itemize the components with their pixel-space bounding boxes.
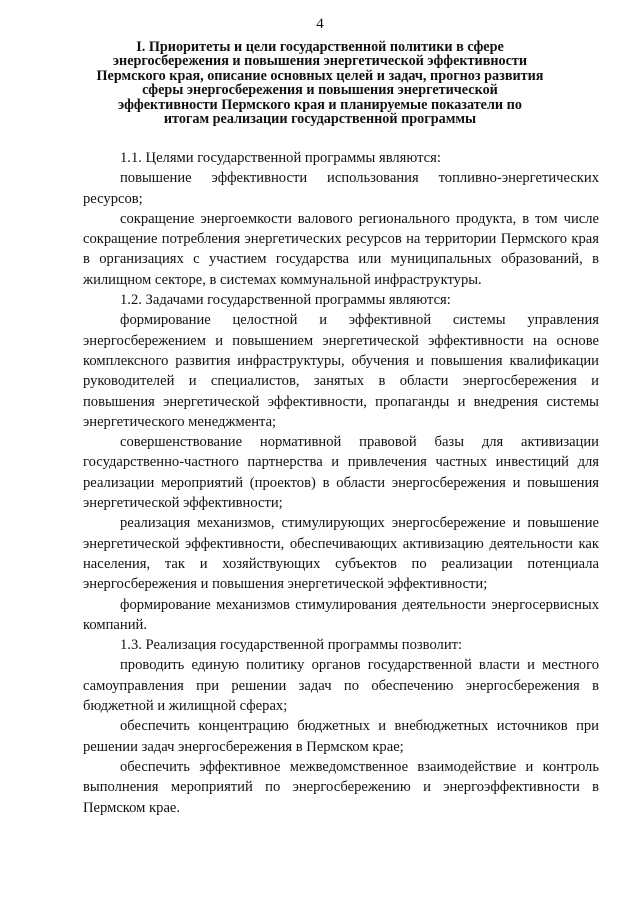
paragraph-task-4: формирование механизмов стимулирования деятельности энергосервисных компаний. [83, 596, 599, 633]
paragraph-result-2: обеспечить концентрацию бюджетных и внебюджетных источников при решении задач энергосбережения в Пермском крае; [83, 718, 599, 755]
section-heading: I. Приоритеты и цели государственной политики в сфере энергосбережения и повышения энергетической эффективности Пермского края, описание основных целей и задач, прогноз развития сферы энергосбережения и повышения энергетической эффективности Пермского края и планируемые показатели по итогам реализации государственной программы [96, 39, 544, 128]
document-body [83, 148, 599, 818]
paragraph-goals-intro: 1.1. Целями государственной программы являются: [120, 150, 441, 166]
paragraph-goal-1: повышение эффективности использования топливно-энергетических ресурсов; [83, 170, 599, 207]
paragraph-task-2: совершенствование нормативной правовой базы для активизации государственно-частного партнерства и привлечения частных инвестиций для реализации мероприятий (проектов) в области энергосбережения и повышения энергетической эффективности; [83, 434, 599, 512]
page-number: 4 [316, 16, 324, 32]
paragraph-result-1: проводить единую политику органов государственной власти и местного самоуправления при решении задач по обеспечению энергосбережения в бюджетной и жилищной сферах; [83, 657, 599, 715]
paragraph-goal-2: сокращение энергоемкости валового регионального продукта, в том числе сокращение потребления энергетических ресурсов на территории Пермского края в организациях с участием государства или муниципальных образований, в жилищном секторе, в системах коммунальной инфраструктуры. [83, 210, 599, 288]
paragraph-tasks-intro: 1.2. Задачами государственной программы являются: [120, 292, 451, 309]
paragraph-results-intro: 1.3. Реализация государственной программы позволит: [120, 637, 463, 654]
paragraph-task-3: реализация механизмов, стимулирующих энергосбережение и повышение энергетической эффективности, обеспечивающих активизацию деятельности как населения, так и хозяйствующих субъектов по реализации потенциала энергосбережения и повышения энергетической эффективности; [83, 515, 599, 593]
paragraph-task-1: формирование целостной и эффективной системы управления энергосбережением и повышением энергетической эффективности на основе комплексного развития инфраструктуры, обучения и повышения квалификации руководителей и специалистов, занятых в области энергосбережения и повышения энергетической эффективности, пропаганды и внедрения системы энергетического менеджмента; [83, 312, 599, 430]
paragraph-result-3: обеспечить эффективное межведомственное взаимодействие и контроль выполнения мероприятий по энергосбережению и энергоэффективности в Пермском крае. [83, 758, 599, 816]
